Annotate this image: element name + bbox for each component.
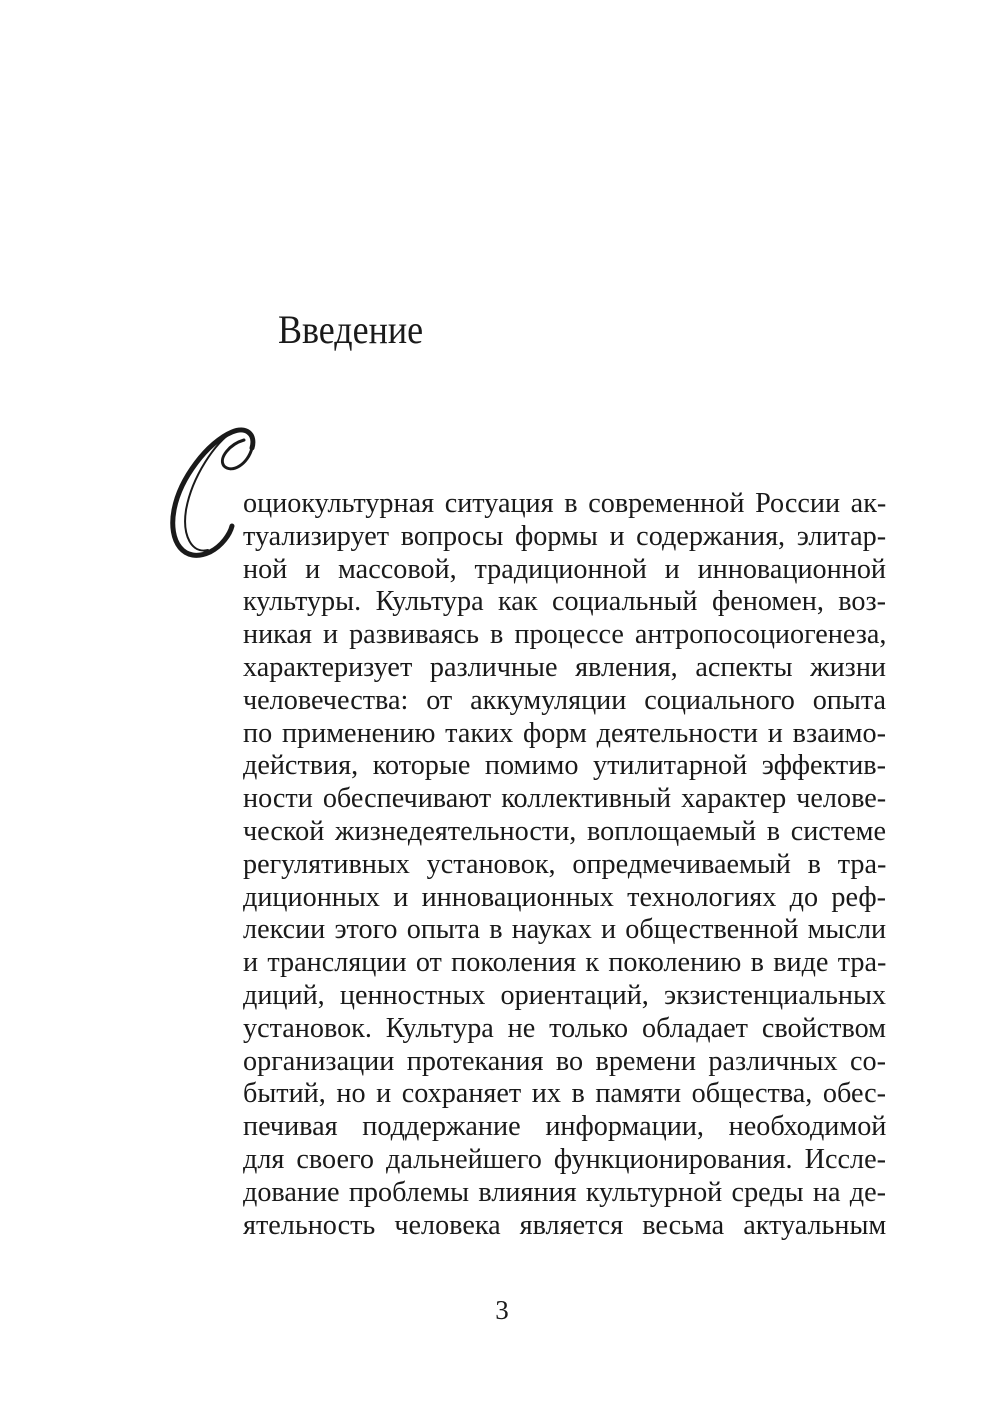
text-line: характеризует различные явления, аспекты жизни — [243, 651, 886, 683]
text-line: и трансляции от поколения к поколению в виде тра- — [243, 947, 886, 979]
text-line: человечества: от аккумуляции социального опыта — [243, 684, 886, 716]
text-line: печивая поддержание информации, необходимой — [243, 1111, 886, 1143]
text-line: туализирует вопросы формы и содержания, элитар- — [243, 520, 886, 552]
text-line: ности обеспечивают коллективный характер челове- — [243, 783, 886, 815]
page-number: 3 — [495, 1295, 509, 1325]
chapter-title: Введение — [278, 307, 424, 352]
text-line: ческой жизнедеятельности, воплощаемый в системе — [243, 815, 886, 847]
text-line: регулятивных установок, опредмечиваемый в тра- — [243, 848, 886, 880]
text-line: действия, которые помимо утилитарной эффектив- — [243, 750, 886, 782]
text-line: ной и массовой, традиционной и инновационной — [243, 553, 886, 585]
body-paragraph — [243, 488, 886, 1242]
text-line: культуры. Культура как социальный феномен, воз- — [243, 586, 886, 618]
text-line: организации протекания во времени различных со- — [243, 1045, 886, 1077]
text-line: для своего дальнейшего функционирования. Иссле- — [243, 1143, 886, 1175]
text-line: оциокультурная ситуация в современной России ак- — [243, 488, 886, 519]
text-line: дование проблемы влияния культурной среды на де- — [243, 1176, 886, 1208]
text-line: диционных и инновационных технологиях до реф- — [243, 881, 886, 913]
text-line: лексии этого опыта в науках и общественной мысли — [243, 914, 886, 946]
text-line: бытий, но и сохраняет их в памяти общества, обес- — [243, 1078, 886, 1110]
text-line: ятельность человека является весьма актуальным — [243, 1209, 886, 1241]
text-line: диций, ценностных ориентаций, экзистенциальных — [243, 979, 886, 1011]
text-line: никая и развиваясь в процессе антропосоциогенеза, — [243, 619, 886, 651]
text-line: установок. Культура не только обладает свойством — [243, 1012, 886, 1044]
text-line: по применению таких форм деятельности и взаимо- — [243, 717, 886, 749]
